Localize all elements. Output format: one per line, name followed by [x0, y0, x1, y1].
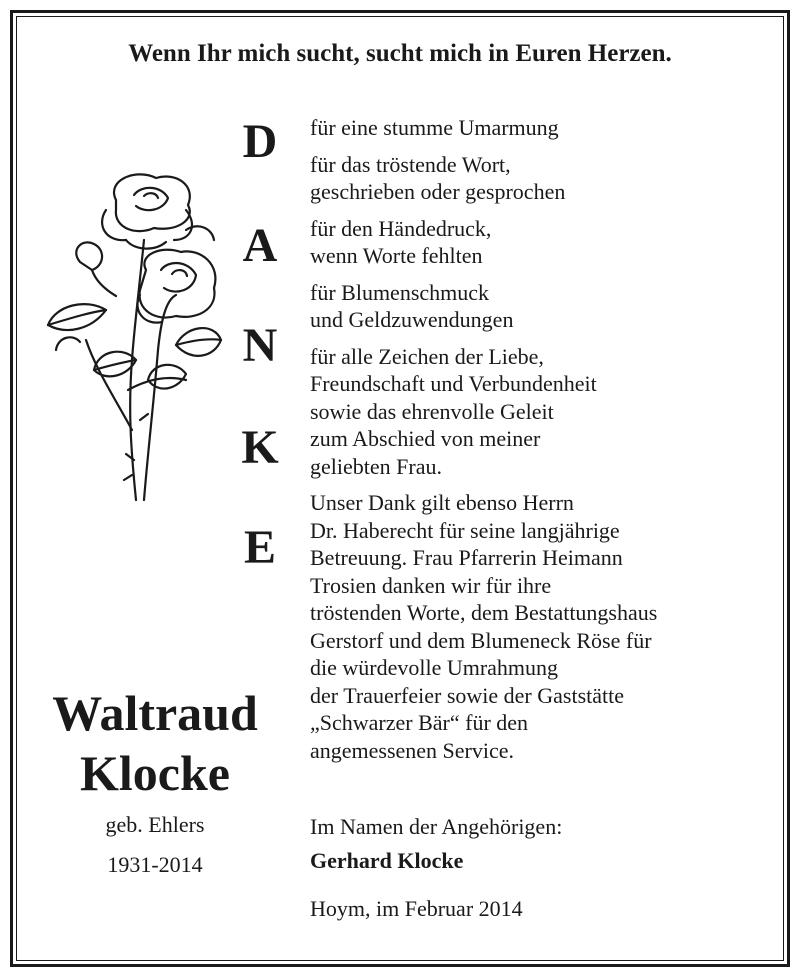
- thanks-line: wenn Worte fehlten: [310, 243, 483, 268]
- motto-heading: Wenn Ihr mich sucht, sucht mich in Euren Herzen.: [128, 40, 672, 67]
- danke-letter-d: D: [242, 115, 278, 168]
- thanks-line: Dr. Haberecht für seine langjährige: [310, 517, 620, 543]
- thanks-block: [310, 489, 770, 764]
- thanks-line: geschrieben oder gesprochen: [310, 179, 566, 204]
- danke-letter-n: N: [242, 319, 278, 372]
- deceased-years: 1931-2014: [107, 852, 203, 877]
- place-date: Hoym, im Februar 2014: [310, 896, 523, 921]
- thanks-line: sowie das ehrenvolle Geleit: [310, 398, 554, 424]
- thanks-line: für Blumenschmuck: [310, 279, 490, 305]
- thanks-line: Gerstorf und dem Blumeneck Röse für: [310, 627, 652, 653]
- thanks-line: „Schwarzer Bär“ für den: [310, 710, 529, 735]
- danke-letter-e: E: [243, 521, 276, 574]
- thanks-line: für alle Zeichen der Liebe,: [310, 343, 544, 369]
- thanks-line: für eine stumme Umarmung: [310, 115, 559, 140]
- thanks-block: [310, 151, 770, 206]
- thanks-line: zum Abschied von meiner: [310, 426, 541, 451]
- danke-letter-a: A: [242, 219, 278, 272]
- thanks-block: [310, 279, 770, 334]
- thanks-line: die würdevolle Umrahmung: [310, 655, 559, 680]
- deceased-first-name: Waltraud: [52, 685, 258, 741]
- thanks-line: Betreuung. Frau Pfarrerin Heimann: [310, 545, 623, 570]
- deceased-birth-name: geb. Ehlers: [105, 812, 205, 837]
- thanks-line: Unser Dank gilt ebenso Herrn: [310, 490, 574, 515]
- thanks-line: Trosien danken wir für ihre: [310, 572, 552, 598]
- deceased-last-name: Klocke: [80, 745, 230, 801]
- thanks-column: [310, 114, 770, 764]
- danke-letter-k: K: [241, 421, 279, 474]
- on-behalf-text: Im Namen der Angehörigen:: [310, 814, 563, 839]
- thanks-line: der Trauerfeier sowie der Gaststätte: [310, 682, 625, 708]
- thanks-line: Freundschaft und Verbundenheit: [310, 371, 597, 396]
- thanks-block: [310, 343, 770, 481]
- signer-name: Gerhard Klocke: [310, 848, 464, 873]
- thanks-block: [310, 215, 770, 270]
- rose-icon: [36, 170, 226, 540]
- thanks-block: [310, 114, 770, 142]
- thanks-line: angemessenen Service.: [310, 737, 515, 763]
- thanks-line: für den Händedruck,: [310, 215, 492, 241]
- thanks-line: und Geldzuwendungen: [310, 307, 514, 332]
- thanks-line: für das tröstende Wort,: [310, 151, 511, 177]
- thanks-line: tröstenden Worte, dem Bestattungshaus: [310, 600, 658, 625]
- thanks-line: geliebten Frau.: [310, 453, 442, 479]
